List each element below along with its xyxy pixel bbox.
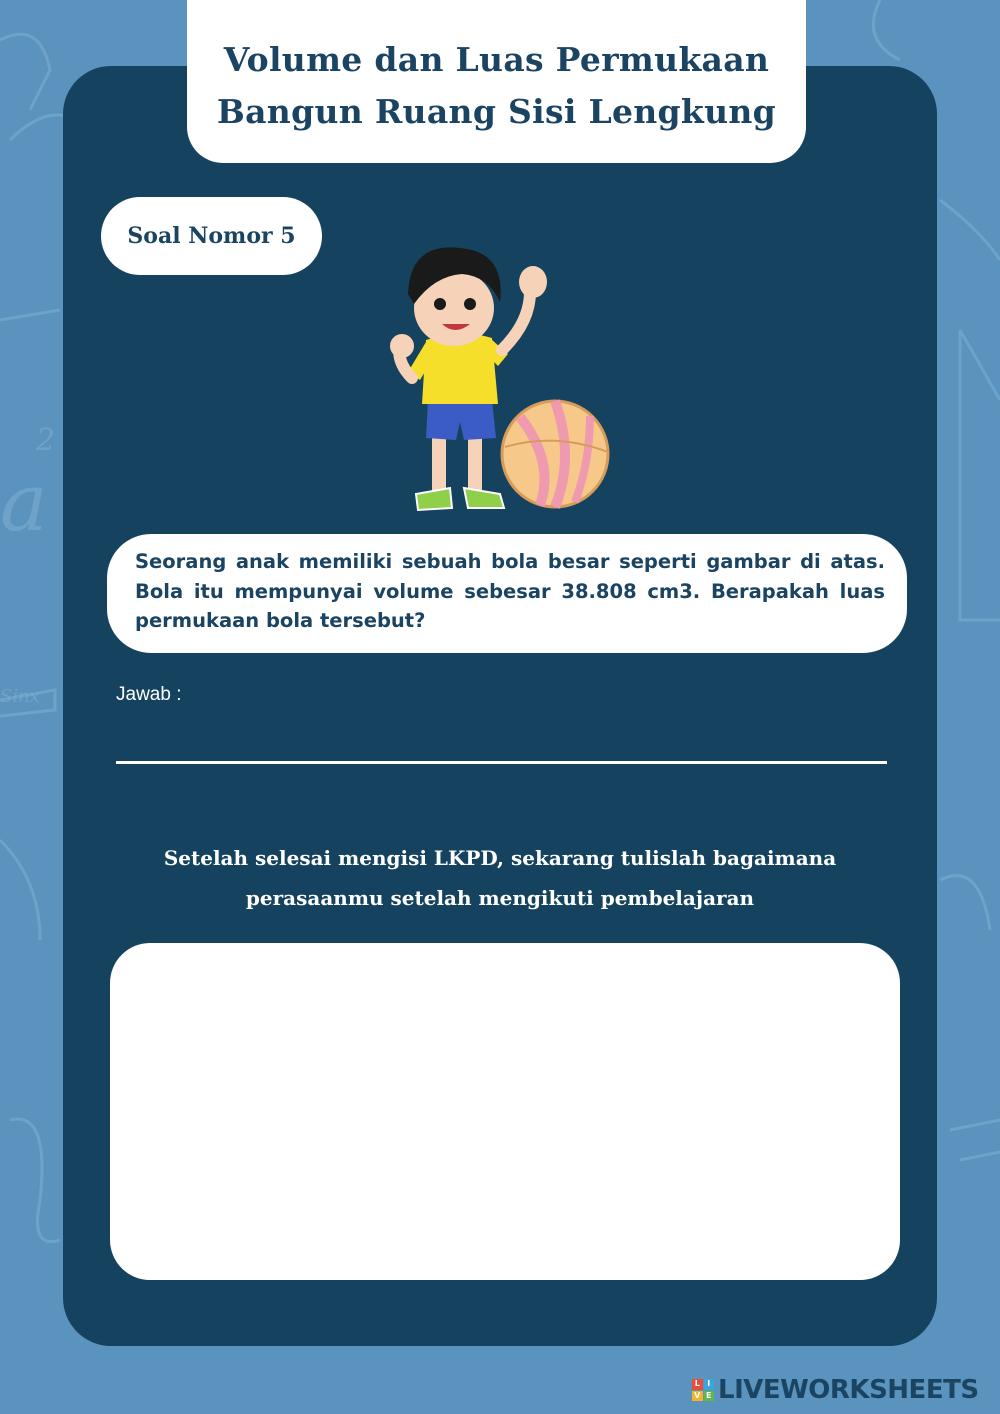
svg-text:a: a [0,456,48,549]
reflection-prompt [100,838,900,918]
reflection-answer-box[interactable] [110,943,900,1280]
title-card [187,0,806,163]
liveworksheets-logo [692,1374,979,1406]
question-text: Seorang anak memiliki sebuah bola besar seperti gambar di atas. Bola itu mempunyai volume sebesar 38.808 cm3. Berapakah luas permukaan bola tersebut? [107,534,907,653]
title-line-1: Volume dan Luas Permukaan [223,39,770,79]
question-number-badge: Soal Nomor 5 [101,197,322,275]
title-line-2: Bangun Ruang Sisi Lengkung [216,91,777,131]
svg-text:Sinx: Sinx [0,686,40,707]
answer-input-line[interactable] [116,761,887,764]
svg-text:2: 2 [36,423,56,458]
liveworksheets-icon: L I V E [692,1379,714,1401]
reflection-prompt-line-2: perasaanmu setelah mengikuti pembelajaran [245,886,755,910]
boy-with-ball-illustration [380,232,620,514]
answer-label: Jawab : [116,684,182,705]
reflection-prompt-line-1: Setelah selesai mengisi LKPD, sekarang tulislah bagaimana [163,846,837,870]
liveworksheets-wordmark: LIVEWORKSHEETS [718,1375,979,1405]
page-title [217,26,776,138]
